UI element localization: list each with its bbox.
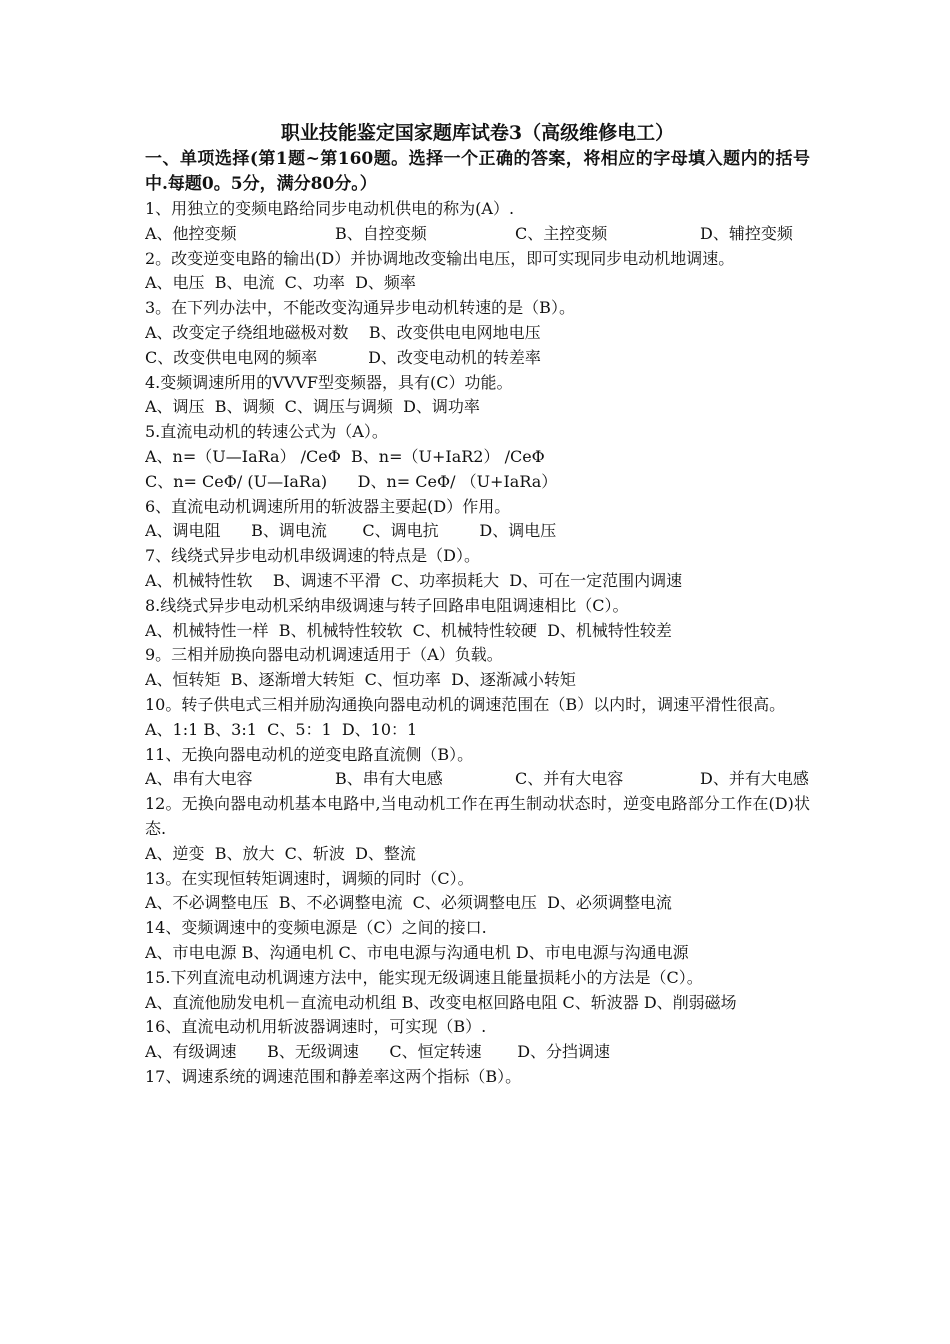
question-line: A、直流他励发电机－直流电动机组 B、改变电枢回路电阻 C、斩波器 D、削弱磁场	[145, 992, 737, 1012]
option-row: A、机械特性一样 B、机械特性较软 C、机械特性较硬 D、机械特性较差	[145, 620, 672, 640]
question-line: 14、变频调速中的变频电源是（C）之间的接口.	[145, 918, 487, 938]
question-line: 16、直流电动机用斩波器调速时，可实现（B）.	[145, 1017, 487, 1037]
question-line: 1、用独立的变频电路给同步电动机供电的称为(A）.	[145, 199, 515, 218]
question-line: 3。在下列办法中，不能改变沟通异步电动机转速的是（B）。	[145, 298, 575, 318]
option-row: A、n=（U—IaRa） /CeΦ B、n=（U+IaR2） /CeΦ	[145, 446, 545, 466]
option-item: B、串有大电感	[335, 769, 443, 789]
option-row: A、逆变 B、放大 C、斩波 D、整流	[145, 843, 416, 863]
option-row: A、电压 B、电流 C、功率 D、频率	[145, 273, 416, 293]
option-row: A、调电阻 B、调电流 C、调电抗 D、调电压	[145, 521, 557, 541]
question-list	[145, 197, 810, 1090]
option-item: A、他控变频	[145, 223, 237, 243]
option-row: C、n= CeΦ/ (U—IaRa) D、n= CeΦ/ （U+IaRa）	[145, 471, 558, 491]
option-row: A、1:1 B、3:1 C、5：1 D、10：1	[145, 719, 418, 739]
option-item: D、辅控变频	[700, 223, 793, 243]
option-row	[145, 222, 810, 247]
question-line: 7、线绕式异步电动机串级调速的特点是（D）。	[145, 546, 481, 566]
section-heading: 一、单项选择(第1题~第160题。选择一个正确的答案，将相应的字母填入题内的括号中.每题0。5分，满分80分。）	[145, 149, 810, 194]
question-line: 4.变频调速所用的VVVF型变频器，具有(C）功能。	[145, 372, 513, 392]
option-row	[145, 767, 810, 792]
option-item: A、串有大电容	[145, 769, 253, 789]
option-row: A、不必调整电压 B、不必调整电流 C、必须调整电压 D、必须调整电流	[145, 893, 672, 913]
question-line: 9。三相并励换向器电动机调速适用于（A）负载。	[145, 645, 503, 665]
question-line: 8.线绕式异步电动机采纳串级调速与转子回路串电阻调速相比（C）。	[145, 595, 629, 615]
option-item: B、自控变频	[335, 223, 427, 243]
option-row: A、机械特性软 B、调速不平滑 C、功率损耗大 D、可在一定范围内调速	[145, 570, 683, 590]
option-row: C、改变供电电网的频率 D、改变电动机的转差率	[145, 347, 541, 367]
exam-page	[145, 119, 810, 1090]
question-line: 11、无换向器电动机的逆变电路直流侧（B）。	[145, 744, 474, 764]
question-line: 13。在实现恒转矩调速时，调频的同时（C）。	[145, 868, 474, 888]
option-row: A、改变定子绕组地磁极对数 B、改变供电电网地电压	[145, 322, 541, 342]
question-line: 6、直流电动机调速所用的斩波器主要起(D）作用。	[145, 496, 511, 516]
question-line: 12。无换向器电动机基本电路中,当电动机工作在再生制动状态时，逆变电路部分工作在(D)状态.	[145, 794, 810, 838]
question-line: 10。转子供电式三相并励沟通换向器电动机的调速范围在（B）以内时，调速平滑性很高。	[145, 694, 786, 714]
document-title: 职业技能鉴定国家题库试卷3（高级维修电工）	[280, 122, 675, 144]
option-row: A、调压 B、调频 C、调压与调频 D、调功率	[145, 397, 480, 417]
option-item: D、并有大电感	[700, 769, 809, 789]
option-row: A、恒转矩 B、逐渐增大转矩 C、恒功率 D、逐渐减小转矩	[145, 670, 576, 690]
question-line: A、市电电源 B、沟通电机 C、市电电源与沟通电机 D、市电电源与沟通电源	[145, 942, 689, 962]
question-line: 5.直流电动机的转速公式为（A）。	[145, 422, 388, 442]
question-line: 17、调速系统的调速范围和静差率这两个指标（B）。	[145, 1066, 522, 1086]
option-row: A、有级调速 B、无级调速 C、恒定转速 D、分挡调速	[145, 1042, 611, 1062]
option-item: C、并有大电容	[515, 769, 624, 789]
option-item: C、主控变频	[515, 223, 608, 243]
question-line: 2。改变逆变电路的输出(D）并协调地改变输出电压，即可实现同步电动机地调速。	[145, 248, 735, 268]
question-line: 15.下列直流电动机调速方法中，能实现无级调速且能量损耗小的方法是（C）。	[145, 967, 703, 987]
